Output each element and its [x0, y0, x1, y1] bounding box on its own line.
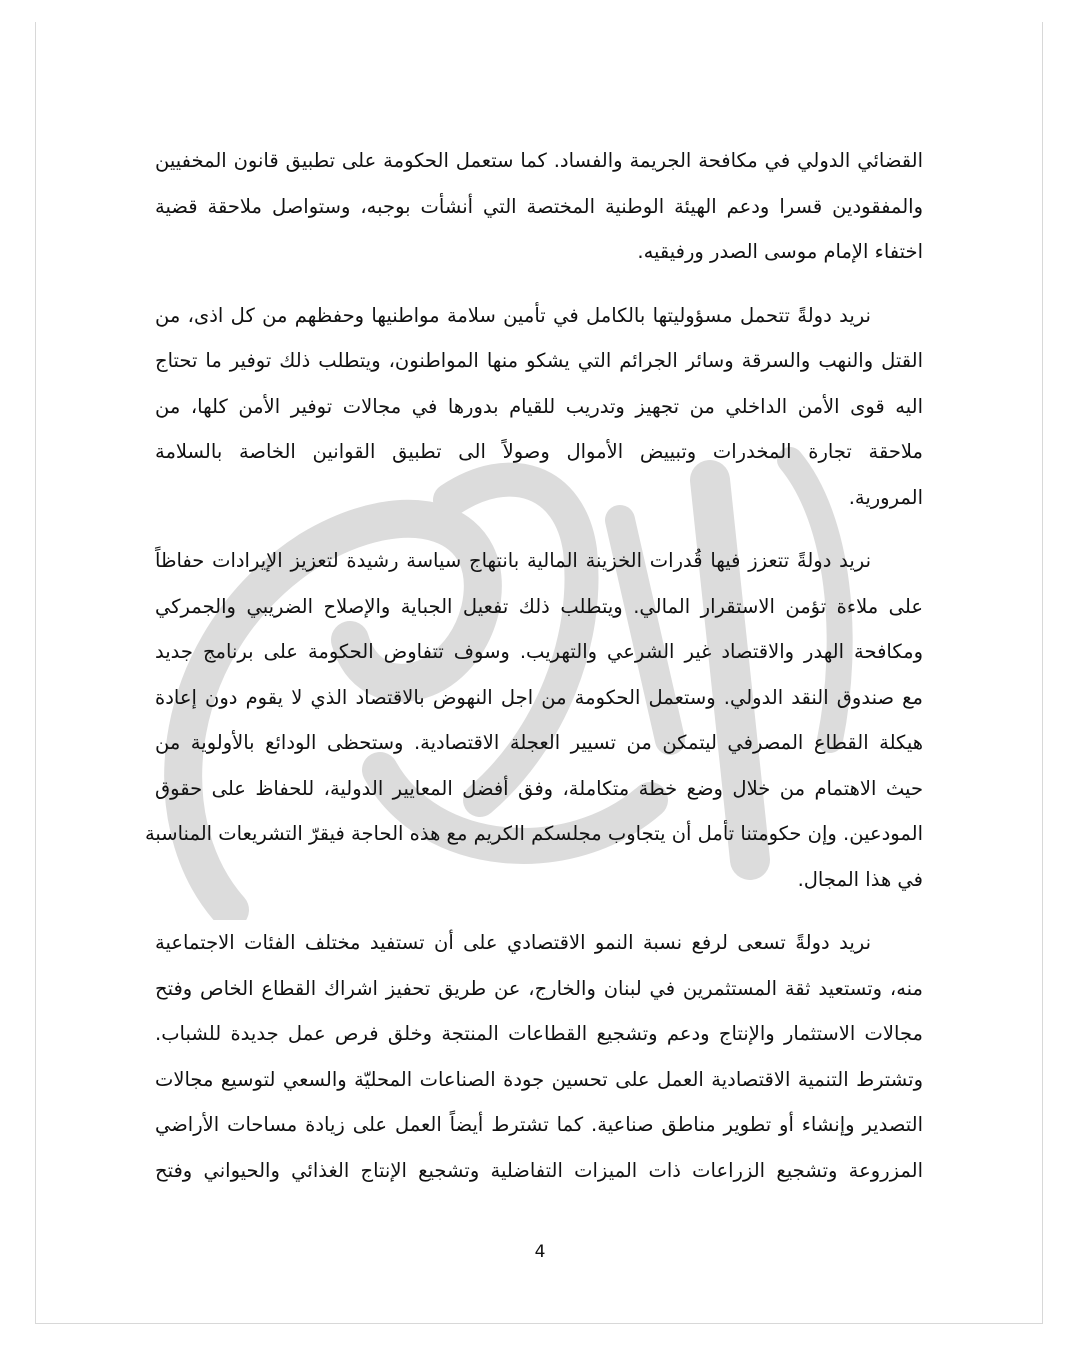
text-line: المزروعة وتشجيع الزراعات ذات الميزات التفاضلية وتشجيع الإنتاج الغذائي والحيواني وفتح — [155, 1158, 923, 1182]
text-line: على ملاءة تؤمن الاستقرار المالي. ويتطلب ذلك تفعيل الجباية والإصلاح الضريبي والجمركي — [155, 594, 923, 618]
text-line: هيكلة القطاع المصرفي ليتمكن من تسيير العجلة الاقتصادية. وستحظى الودائع بالأولوية من — [155, 731, 923, 754]
text-line: نريد دولةً تتحمل مسؤوليتها بالكامل في تأمين سلامة مواطنيها وحفظهم من كل اذى، من — [155, 303, 871, 327]
text-line: القتل والنهب والسرقة وسائر الجرائم التي يشكو منها المواطنون، ويتطلب ذلك توفير ما تحتاج — [155, 349, 923, 372]
text-line: في هذا المجال. — [797, 867, 923, 891]
paragraph — [155, 920, 923, 1193]
text-line: ملاحقة تجارة المخدرات وتبييض الأموال وصولاً الى تطبيق القوانين الخاصة بالسلامة — [155, 440, 923, 463]
text-line: اليه قوى الأمن الداخلي من تجهيز وتدريب للقيام بدورها في مجالات توفير الأمن كلها، من — [155, 394, 923, 418]
page-number: 4 — [534, 1242, 546, 1262]
text-line: مع صندوق النقد الدولي. وستعمل الحكومة من اجل النهوض بالاقتصاد الذي لا يقوم دون إعادة — [155, 685, 923, 709]
text-line: والمفقودين قسرا ودعم الهيئة الوطنية المختصة التي أنشأت بوجبه، وستواصل ملاحقة قضية — [155, 194, 923, 218]
text-line: ومكافحة الهدر والاقتصاد غير الشرعي والتهريب. وسوف تتفاوض الحكومة على برنامج جديد — [155, 640, 923, 663]
paragraph — [144, 538, 923, 902]
paragraph — [155, 138, 923, 275]
text-line: منه، وتستعيد ثقة المستثمرين في لبنان والخارج، عن طريق تحفيز اشراك القطاع الخاص وفتح — [155, 976, 923, 1000]
paragraph — [155, 293, 923, 521]
text-line: وتشترط التنمية الاقتصادية العمل على تحسين جودة الصناعات المحليّة والسعي لتوسيع مجالات — [155, 1067, 923, 1091]
text-line: القضائي الدولي في مكافحة الجريمة والفساد. كما ستعمل الحكومة على تطبيق قانون المخفيين — [155, 149, 923, 172]
text-line: المودعين. وإن حكومتنا تأمل أن يتجاوب مجلسكم الكريم مع هذه الحاجة فيقرّ التشريعات المناسبة — [144, 822, 923, 845]
text-line: نريد دولةً تتعزز فيها قُدرات الخزينة المالية بانتهاج سياسة رشيدة لتعزيز الإيرادات حفاظاً — [155, 549, 871, 572]
text-line: اختفاء الإمام موسى الصدر ورفيقيه. — [637, 240, 923, 263]
text-line: التصدير وإنشاء أو تطوير مناطق صناعية. كما تشترط أيضاً العمل على زيادة مساحات الأراضي — [155, 1113, 923, 1136]
document-body — [144, 138, 923, 1193]
text-line: حيث الاهتمام من خلال وضع خطة متكاملة، وفق أفضل المعايير الدولية، للحفاظ على حقوق — [155, 776, 923, 800]
text-line: المرورية. — [848, 485, 923, 509]
text-line: مجالات الاستثمار والإنتاج ودعم وتشجيع القطاعات المنتجة وخلق فرص عمل جديدة للشباب. — [155, 1022, 923, 1045]
text-line: نريد دولةً تسعى لرفع نسبة النمو الاقتصادي على أن تستفيد مختلف الفئات الاجتماعية — [155, 931, 871, 954]
